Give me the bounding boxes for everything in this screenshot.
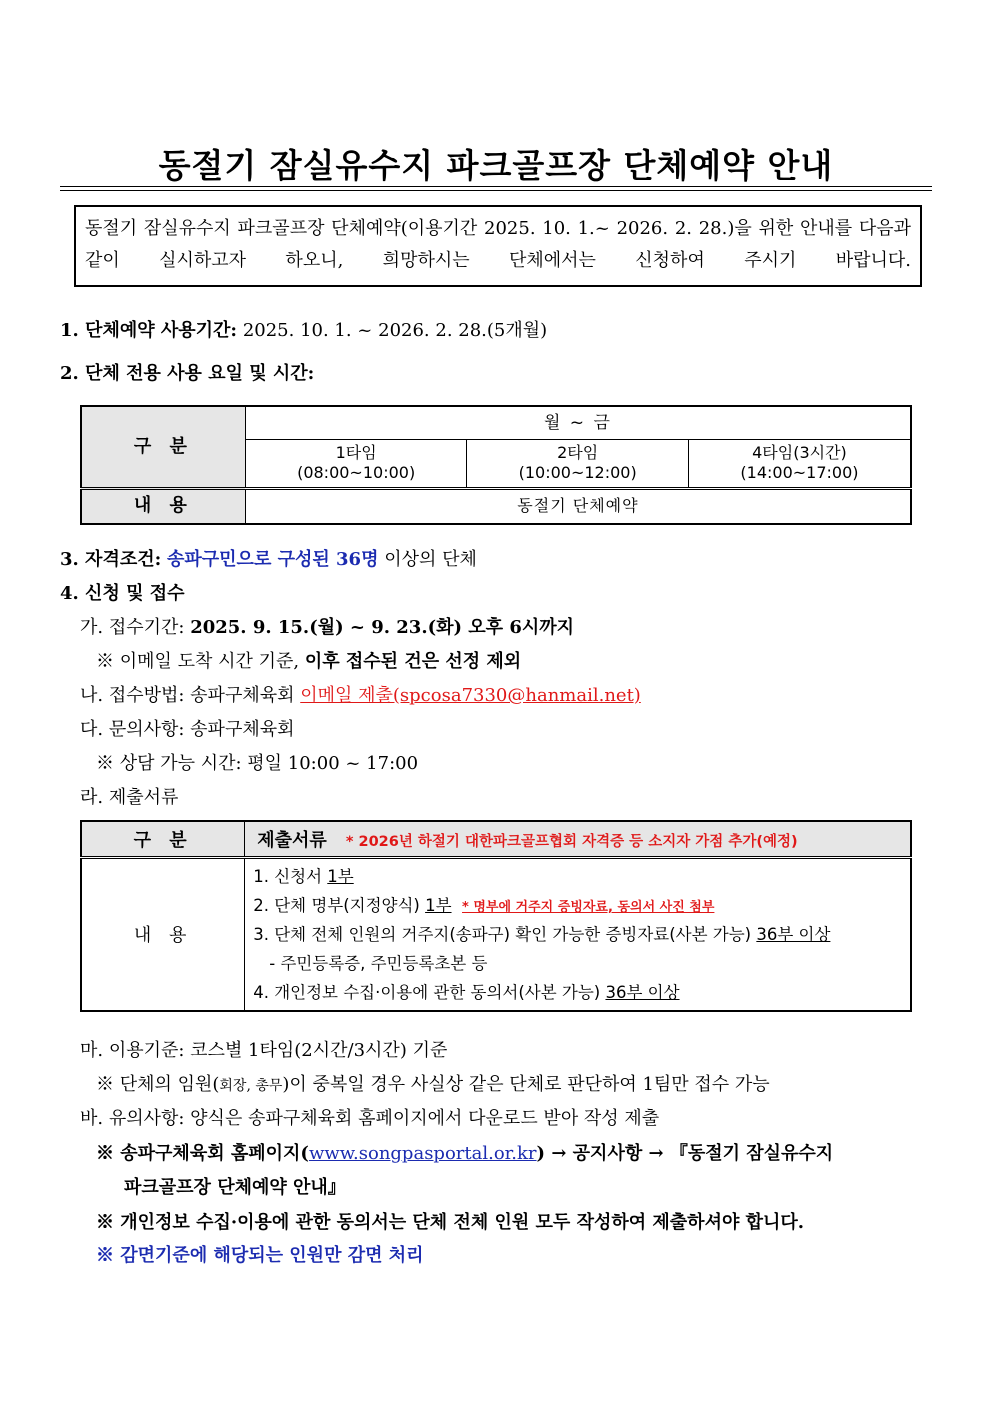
note-reduction: ※ 감면기준에 해당되는 인원만 감면 처리: [96, 1245, 424, 1266]
schedule-header-days: 월 ~ 금: [245, 406, 911, 439]
section-2: 2. 단체 전용 사용 요일 및 시간:: [60, 363, 315, 384]
schedule-row-label: 내 용: [81, 488, 245, 524]
docs-header-note: * 2026년 하절기 대한파크골프협회 자격증 등 소지자 가점 추가(예정): [345, 833, 798, 850]
schedule-header-gubun: 구 분: [81, 406, 245, 488]
note-homepage-cont: 파크골프장 단체예약 안내』: [124, 1177, 346, 1198]
doc-item-4: 4. 개인정보 수집·이용에 관한 동의서(사본 가능) 36부 이상: [253, 982, 680, 1002]
homepage-link[interactable]: www.songpasportal.or.kr: [308, 1143, 537, 1164]
section-4: 4. 신청 및 접수: [60, 583, 185, 604]
item-ga-note: ※ 이메일 도착 시간 기준, 이후 접수된 건은 선정 제외: [96, 651, 522, 672]
documents-table: [80, 820, 912, 1012]
title-rule-bottom: [60, 190, 932, 191]
item-ga: 가. 접수기간: 2025. 9. 15.(월) ~ 9. 23.(화) 오후 6시까지: [80, 617, 575, 638]
item-ba: 바. 유의사항: 양식은 송파구체육회 홈페이지에서 다운로드 받아 작성 제출: [80, 1108, 660, 1129]
doc-item-3: 3. 단체 전체 인원의 거주지(송파구) 확인 가능한 증빙자료(사본 가능) 36부 이상: [253, 924, 831, 944]
note-consent: ※ 개인정보 수집·이용에 관한 동의서는 단체 전체 인원 모두 작성하여 제출하셔야 합니다.: [96, 1212, 805, 1233]
schedule-row-value: 동절기 단체예약: [245, 488, 911, 524]
schedule-slot-3: 4타임(3시간) (14:00~17:00): [688, 439, 911, 488]
eligibility-highlight: 송파구민으로 구성된 36명: [167, 549, 379, 570]
section-1: [60, 316, 547, 342]
email-link[interactable]: 이메일 제출(spcosa7330@hanmail.net): [300, 685, 641, 706]
item-da: 다. 문의사항: 송파구체육회: [80, 719, 295, 740]
intro-box: 동절기 잠실유수지 파크골프장 단체예약(이용기간 2025. 10. 1.~ 2026. 2. 28.)을 위한 안내를 다음과 같이 실시하고자 하오니, 희망하시는 단체에서는 신청하여 주시기 바랍니다.: [74, 205, 922, 287]
docs-row-label: 내 용: [81, 857, 245, 1011]
doc-item-3-sub: - 주민등록증, 주민등록초본 등: [269, 953, 488, 973]
section-3: 3. 자격조건: 송파구민으로 구성된 36명 이상의 단체: [60, 549, 477, 570]
section-1-label: 1. 단체예약 사용기간:: [60, 320, 238, 341]
item-ma-note: ※ 단체의 임원(회장, 총무)이 중복일 경우 사실상 같은 단체로 판단하여 1팀만 접수 가능: [96, 1074, 770, 1095]
note-homepage: ※ 송파구체육회 홈페이지(www.songpasportal.or.kr) → 공지사항 → 『동절기 잠실유수지: [96, 1143, 834, 1164]
title-rule-top: [60, 186, 932, 187]
item-ma: 마. 이용기준: 코스별 1타임(2시간/3시간) 기준: [80, 1040, 448, 1061]
schedule-slot-1: 1타임 (08:00~10:00): [245, 439, 467, 488]
item-na: 나. 접수방법: 송파구체육회 이메일 제출(spcosa7330@hanmail.net): [80, 685, 641, 706]
docs-list: [245, 857, 911, 1011]
item-ra: 라. 제출서류: [80, 787, 179, 808]
period-value: 2025. 9. 15.(월) ~ 9. 23.(화) 오후 6시까지: [190, 617, 575, 638]
section-1-value: 2025. 10. 1. ~ 2026. 2. 28.(5개월): [242, 320, 548, 341]
item-da-note: ※ 상담 가능 시간: 평일 10:00 ~ 17:00: [96, 753, 419, 774]
schedule-table: [80, 405, 912, 525]
doc-item-1: 1. 신청서 1부: [253, 866, 354, 886]
page-title: 동절기 잠실유수지 파크골프장 단체예약 안내: [158, 146, 834, 185]
docs-header-gubun: 구 분: [81, 821, 245, 857]
docs-header: 제출서류 * 2026년 하절기 대한파크골프협회 자격증 등 소지자 가점 추가(예정): [245, 821, 911, 857]
doc-item-2: 2. 단체 명부(지정양식) 1부 * 명부에 거주지 증빙자료, 동의서 사진 첨부: [253, 895, 715, 915]
schedule-slot-2: 2타임 (10:00~12:00): [467, 439, 689, 488]
